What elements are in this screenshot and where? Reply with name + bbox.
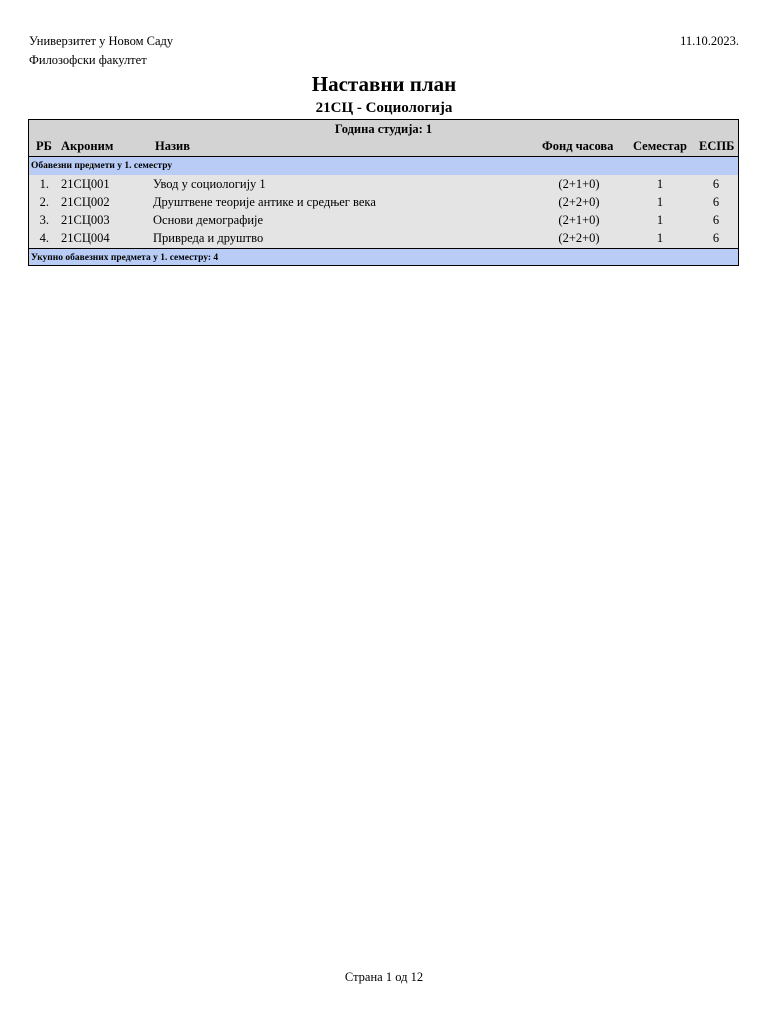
course-hours: (2+2+0) (558, 231, 600, 245)
course-semester: 1 (656, 195, 664, 209)
table-header (29, 120, 738, 157)
row-number: 2. (39, 195, 49, 209)
row-number: 4. (39, 231, 49, 245)
course-name: Увод у социологију 1 (153, 177, 266, 191)
section-total (29, 248, 738, 266)
study-year-title: Година студија: 1 (334, 122, 433, 136)
table-row (29, 229, 738, 247)
program-subtitle: 21СЦ - Социологија (315, 100, 453, 116)
course-espb: 6 (712, 231, 720, 245)
column-header-acronym: Акроним (61, 139, 114, 153)
document-title: Наставни план (311, 72, 457, 96)
course-acronym: 21СЦ003 (61, 213, 110, 227)
table-row (29, 175, 738, 193)
report-date: 11.10.2023. (680, 34, 739, 48)
course-name: Привреда и друштво (153, 231, 264, 245)
course-acronym: 21СЦ002 (61, 195, 110, 209)
course-hours: (2+2+0) (558, 195, 600, 209)
faculty-name: Филозофски факултет (29, 53, 147, 67)
course-name: Друштвене теорије антике и средњег века (153, 195, 376, 209)
table-body (29, 175, 738, 248)
column-header-name: Назив (155, 139, 190, 153)
column-header-rb: РБ (36, 139, 52, 153)
course-name: Основи демографије (153, 213, 264, 227)
course-acronym: 21СЦ004 (61, 231, 110, 245)
table-row (29, 211, 738, 229)
section-header (29, 157, 738, 175)
course-semester: 1 (656, 213, 664, 227)
course-acronym: 21СЦ001 (61, 177, 110, 191)
course-espb: 6 (712, 213, 720, 227)
course-hours: (2+1+0) (558, 177, 600, 191)
course-semester: 1 (656, 177, 664, 191)
section-label: Обавезни предмети у 1. семестру (31, 161, 173, 171)
university-name: Универзитет у Новом Саду (29, 34, 174, 48)
table-row (29, 193, 738, 211)
study-plan-table (28, 119, 739, 266)
course-hours: (2+1+0) (558, 213, 600, 227)
course-semester: 1 (656, 231, 664, 245)
course-espb: 6 (712, 195, 720, 209)
page-number: Страна 1 од 12 (344, 970, 424, 984)
column-header-hours: Фонд часова (542, 139, 614, 153)
column-header-semester: Семестар (633, 139, 687, 153)
course-espb: 6 (712, 177, 720, 191)
row-number: 1. (39, 177, 49, 191)
row-number: 3. (39, 213, 49, 227)
column-header-espb: ЕСПБ (699, 139, 735, 153)
section-total-label: Укупно обавезних предмета у 1. семестру: 4 (31, 253, 219, 263)
